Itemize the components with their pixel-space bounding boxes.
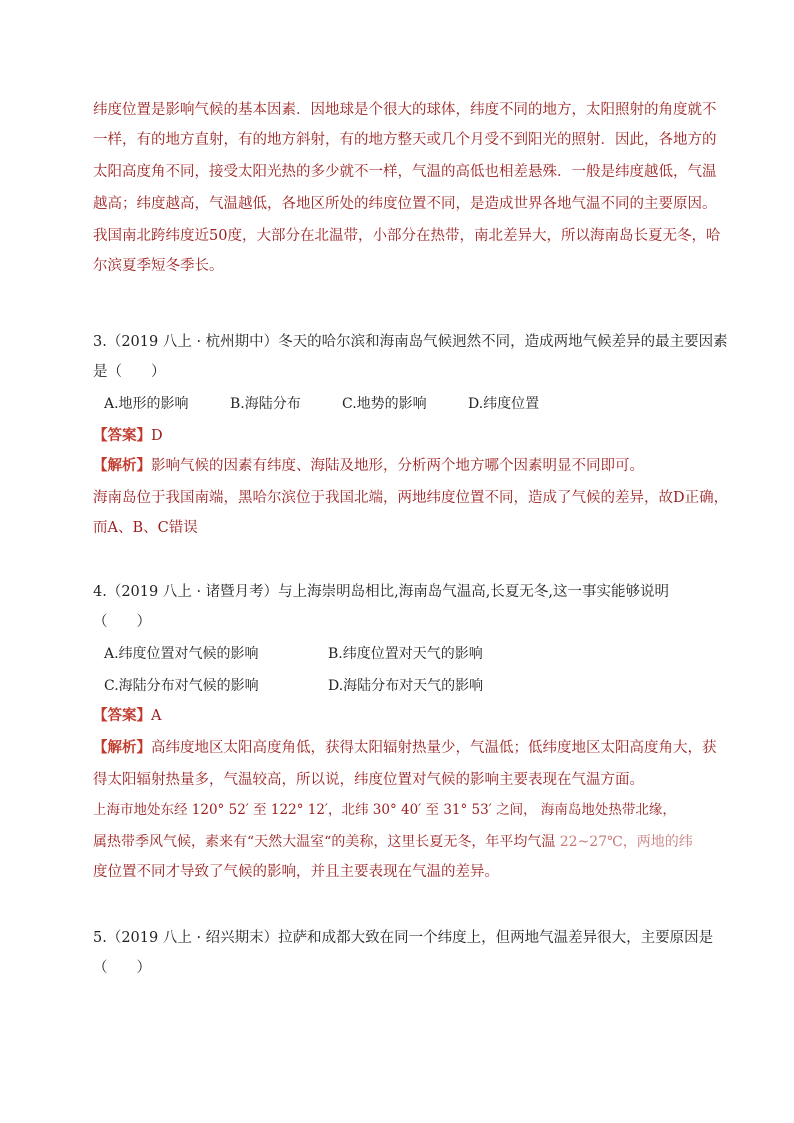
- q5-stem-line-2: （ ）: [93, 960, 151, 976]
- q3-option-b: B.海陆分布: [230, 396, 301, 412]
- q4-analysis-line-2: 得太阳辐射热量多，气温较高，所以说，纬度位置对气候的影响主要表现在气温方面。: [93, 772, 644, 788]
- q4-analysis-text-4b: 22~27℃，两地的纬: [559, 834, 693, 850]
- q4-analysis-text-1: 高纬度地区太阳高度角低，获得太阳辐射热量少，气温低；低纬度地区太阳高度角大，获: [151, 740, 717, 756]
- q4-option-a: A.纬度位置对气候的影响: [104, 646, 259, 662]
- q4-analysis-line-3: 上海市地处东经 120° 52′ 至 122° 12′，北纬 30° 40′ 至 31° 53′ 之间， 海南岛地处热带北缘，: [93, 802, 676, 818]
- prev-analysis-line-3: 太阳高度角不同，接受太阳光热的多少就不一样，气温的高低也相差悬殊．一般是纬度越低，气温: [93, 164, 717, 180]
- q4-analysis-tag: 【解析】: [93, 740, 151, 756]
- q4-option-c: C.海陆分布对气候的影响: [104, 678, 259, 694]
- q3-option-d: D.纬度位置: [468, 396, 540, 412]
- q3-analysis-line-1: [93, 456, 644, 476]
- q4-option-d: D.海陆分布对天气的影响: [328, 678, 484, 694]
- q4-analysis-line-1: [93, 738, 717, 758]
- q4-analysis-line-5: 度位置不同才导致了气候的影响，并且主要表现在气温的差异。: [93, 864, 499, 880]
- q5-stem-line-1: 5.（2019 八上 · 绍兴期末）拉萨和成都大致在同一个纬度上，但两地气温差异很大，主要原因是: [93, 930, 714, 946]
- q3-option-a: A.地形的影响: [104, 396, 189, 412]
- prev-analysis-line-1: 纬度位置是影响气候的基本因素．因地球是个很大的球体，纬度不同的地方，太阳照射的角度就不: [93, 102, 717, 118]
- prev-analysis-line-4: 越高；纬度越高，气温越低，各地区所处的纬度位置不同，是造成世界各地气温不同的主要原因。: [93, 196, 717, 212]
- q3-analysis-line-2: 海南岛位于我国南端，黑哈尔滨位于我国北端，两地纬度位置不同，造成了气候的差异，故D正确，: [93, 490, 729, 506]
- q4-stem-line-1: 4.（2019 八上 · 诸暨月考）与上海崇明岛相比,海南岛气温高,长夏无冬,这一事实能够说明: [93, 584, 669, 600]
- q3-stem-line-2: 是（ ）: [93, 364, 166, 380]
- prev-analysis-line-2: 一样，有的地方直射，有的地方斜射，有的地方整天或几个月受不到阳光的照射．因此，各地方的: [93, 132, 717, 148]
- q3-answer-line: [93, 426, 163, 446]
- q3-answer-tag: 【答案】: [93, 428, 151, 444]
- q4-analysis-text-4a: 属热带季风气候，素来有“天然大温室“的美称，这里长夏无冬，年平均气温: [93, 834, 560, 850]
- prev-analysis-line-6: 尔滨夏季短冬季长。: [93, 258, 224, 274]
- q3-analysis-text-1: 影响气候的因素有纬度、海陆及地形，分析两个地方哪个因素明显不同即可。: [151, 458, 644, 474]
- q3-answer-value: D: [151, 428, 163, 444]
- q3-stem-line-1: 3.（2019 八上 · 杭州期中）冬天的哈尔滨和海南岛气候迥然不同，造成两地气候差异的最主要因素: [93, 334, 728, 350]
- q4-option-b: B.纬度位置对天气的影响: [328, 646, 483, 662]
- q3-analysis-tag: 【解析】: [93, 458, 151, 474]
- q4-answer-value: A: [151, 708, 162, 724]
- q4-answer-line: [93, 706, 161, 726]
- prev-analysis-line-5: 我国南北跨纬度近50度，大部分在北温带，小部分在热带，南北差异大，所以海南岛长夏无冬，哈: [93, 228, 721, 244]
- q4-analysis-line-4: [93, 832, 693, 852]
- q3-analysis-line-3: 而A、B、C错误: [93, 520, 198, 536]
- q4-stem-line-2: （ ）: [93, 614, 151, 630]
- q3-option-c: C.地势的影响: [342, 396, 427, 412]
- q4-answer-tag: 【答案】: [93, 708, 151, 724]
